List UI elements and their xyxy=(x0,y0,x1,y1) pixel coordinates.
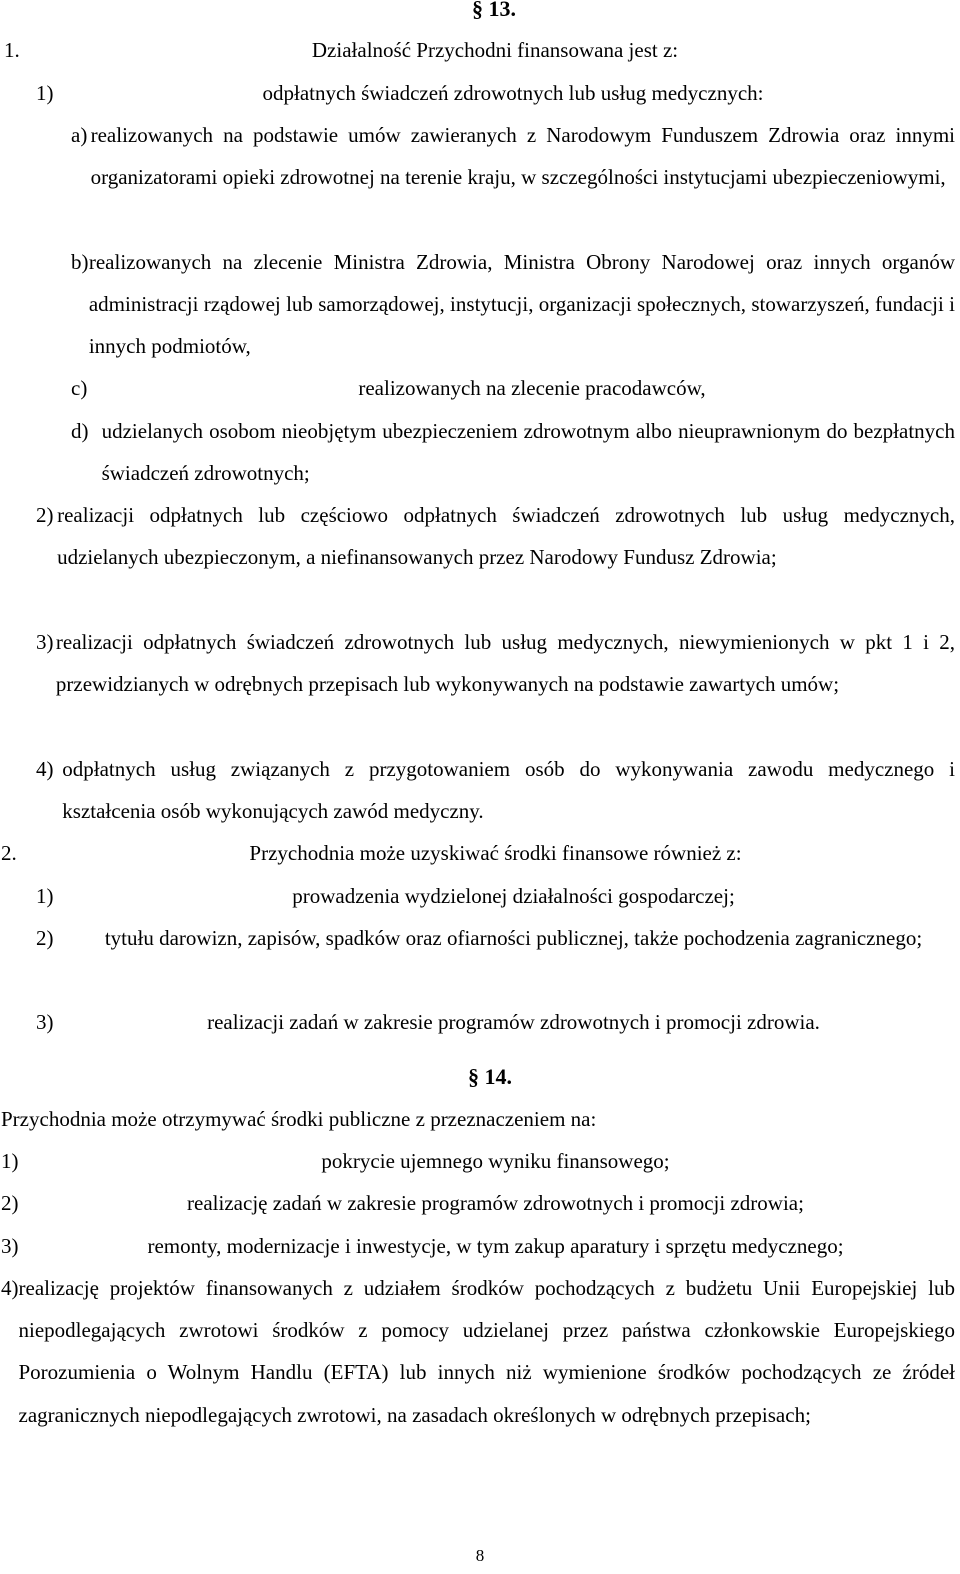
point-2-1 xyxy=(36,875,955,917)
point-number: 2) xyxy=(36,926,54,950)
item-text: realizację zadań w zakresie programów zdrowotnych i promocji zdrowia; xyxy=(187,1191,804,1215)
paragraph-number: 1. xyxy=(4,38,20,62)
item-number: 3) xyxy=(1,1234,19,1258)
point-text: odpłatnych usług związanych z przygotowaniem osób do wykonywania zawodu medycznego i kształcenia osób wykonujących zawód medyczny. xyxy=(62,757,955,824)
page-number: 8 xyxy=(475,1546,485,1565)
point-1-2 xyxy=(36,494,955,578)
item-14-2 xyxy=(1,1182,955,1224)
paragraph-1 xyxy=(4,29,954,71)
letter-text: realizowanych na zlecenie Ministra Zdrowia, Ministra Obrony Narodowej oraz innych organów administracji rządowej lub samorządowej, instytucji, organizacji społecznych, stowarzyszeń, fundacji i innych podmiotów, xyxy=(88,250,955,359)
letter-c xyxy=(71,367,955,409)
item-text: realizację projektów finansowanych z udziałem środków pochodzących z budżetu Unii Europejskiej lub niepodlegających zwrotowi środków z pomocy udzielanej przez państwa członkowskie Europejskiego Porozumienia o Wolnym Handlu (EFTA) lub innych niż wymienione środków pochodzących ze źródeł zagranicznych niepodlegających zwrotowi, na zasadach określonych w odrębnych przepisach; xyxy=(18,1276,955,1427)
letter-number: c) xyxy=(71,376,88,400)
letter-a xyxy=(71,114,955,198)
paragraph-2 xyxy=(1,832,955,874)
item-14-3 xyxy=(1,1225,955,1267)
item-number: 1) xyxy=(1,1149,19,1173)
point-number: 3) xyxy=(36,1010,54,1034)
point-2-3 xyxy=(36,1001,955,1043)
point-text: realizacji odpłatnych świadczeń zdrowotnych lub usług medycznych, niewymienionych w pkt 1 i 2, przewidzianych w odrębnych przepisach lub wykonywanych na podstawie zawartych umów; xyxy=(55,630,955,697)
letter-number: b) xyxy=(71,250,89,274)
point-number: 2) xyxy=(36,503,54,527)
item-text: pokrycie ujemnego wyniku finansowego; xyxy=(321,1149,670,1173)
item-number: 4) xyxy=(1,1276,19,1300)
point-text: prowadzenia wydzielonej działalności gospodarczej; xyxy=(292,884,735,908)
point-text: realizacji zadań w zakresie programów zdrowotnych i promocji zdrowia. xyxy=(207,1010,820,1034)
letter-number: d) xyxy=(71,419,89,443)
letter-text: realizowanych na zlecenie pracodawców, xyxy=(358,376,706,400)
point-text: realizacji odpłatnych lub częściowo odpłatnych świadczeń zdrowotnych lub usług medycznych, udzielanych ubezpieczonym, a niefinansowanych przez Narodowy Fundusz Zdrowia; xyxy=(57,503,955,570)
section-heading-13: § 13. xyxy=(472,0,516,21)
point-text: tytułu darowizn, zapisów, spadków oraz ofiarności publicznej, także pochodzenia zagranicznego; xyxy=(104,926,923,950)
point-number: 1) xyxy=(36,884,54,908)
letter-text: realizowanych na podstawie umów zawieranych z Narodowym Funduszem Zdrowia oraz innymi organizatorami opieki zdrowotnej na terenie kraju, w szczególności instytucjami ubezpieczeniowymi, xyxy=(90,123,955,190)
paragraph-text: Przychodnia może uzyskiwać środki finansowe również z: xyxy=(249,841,742,865)
point-number: 4) xyxy=(36,757,54,781)
point-1-3 xyxy=(36,621,955,705)
point-1-4 xyxy=(36,748,955,832)
item-14-4 xyxy=(1,1267,955,1436)
point-text: odpłatnych świadczeń zdrowotnych lub usług medycznych: xyxy=(262,81,764,105)
point-1-1 xyxy=(36,72,954,114)
paragraph-text: Działalność Przychodni finansowana jest z: xyxy=(311,38,679,62)
item-14-1 xyxy=(1,1140,955,1182)
point-number: 3) xyxy=(36,630,54,654)
letter-number: a) xyxy=(71,123,88,147)
point-number: 1) xyxy=(36,81,54,105)
point-2-2 xyxy=(36,917,955,959)
letter-b xyxy=(71,241,955,368)
letter-text: udzielanych osobom nieobjętym ubezpieczeniem zdrowotnym albo nieuprawnionym do bezpłatnych świadczeń zdrowotnych; xyxy=(101,419,955,486)
paragraph-number: 2. xyxy=(1,841,17,865)
section-heading-14: § 14. xyxy=(468,1064,512,1089)
letter-d xyxy=(71,410,955,494)
item-number: 2) xyxy=(1,1191,19,1215)
section-14-intro: Przychodnia może otrzymywać środki publiczne z przeznaczeniem na: xyxy=(1,1107,597,1131)
item-text: remonty, modernizacje i inwestycje, w tym zakup aparatury i sprzętu medycznego; xyxy=(147,1234,844,1258)
